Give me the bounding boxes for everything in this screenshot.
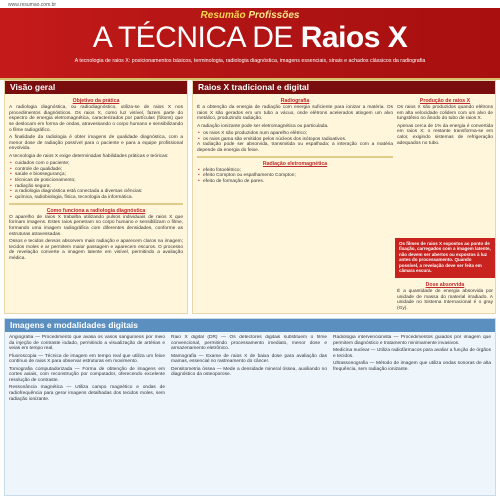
brand-part1: Resumão [200, 10, 246, 21]
paragraph: Radiologia intervencionista — Procedimentos guiados por imagem que permitem diagnóstico e tratamento minimamente invasivos. [333, 335, 491, 346]
paragraph: Angiografia — Procedimento que avalia os vasos sanguíneos por meio da injeção de contraste iodado, permitindo a visualização de artérias e veias em tempo real. [9, 335, 165, 352]
paragraph: O aparelho de raios X trabalha utilizando pulsos individuais de raios X que formam imagens. Estes raios penetram no corpo humano e sensibilizam o filme, formando uma imagem radiográfica com diferentes densidades, conforme as estruturas atravessadas. [9, 214, 183, 237]
subheading-radiography: Radiografia [280, 98, 310, 104]
list-item: • efeito fotoelétrico; [197, 168, 393, 174]
paragraph: A radiação pode ser absorvida, transmitida ou espalhada; a interação com a matéria depende da energia do feixe. [197, 142, 393, 153]
right-col-1 [197, 97, 393, 313]
paragraph: Densitometria óssea — Mede a densidade mineral óssea, auxiliando no diagnóstico da osteoporose. [171, 366, 327, 378]
paragraph: Raio X digital (DR) — Os detectores digitais substituem o filme convencional, permitindo processamento imediato, menor dose e armazenamento eletrônico. [171, 335, 327, 352]
bottom-col-2 [171, 335, 327, 495]
list-item: • efeito de formação de pares. [197, 179, 393, 185]
list-item: • efeito Compton ou espalhamento Compton; [197, 173, 393, 179]
list-item: • os raios gama são emitidos pelos núcleos dos isótopos radioativos. [197, 137, 393, 143]
panel-imaging-modalities [4, 318, 496, 496]
overview-content [9, 97, 183, 313]
brand-logo [0, 10, 500, 21]
paragraph: É a obtenção da energia de radiação com energia suficiente para ionizar a matéria. Os raios X são gerados em um tubo a vácuo, onde elétrons acelerados atingem um alvo metálico, produzindo radiação. [197, 105, 393, 122]
right-col-2 [397, 97, 493, 235]
panel-traditional-digital [192, 80, 496, 314]
paragraph: Apenas cerca de 1% da energia é convertida em raios X; o restante transforma-se em calor, exigindo sistemas de refrigeração adequados no tubo. [397, 123, 493, 146]
site-url: www.resumao.com.br [8, 2, 57, 8]
panel-overview [4, 80, 188, 314]
bottom-col-3 [333, 335, 491, 495]
header-banner [0, 8, 500, 78]
list-item: • química, radiobiologia, física, tecnologia da informática. [9, 195, 183, 201]
paragraph: A radiologia diagnóstica, ou radiodiagnóstico, utiliza-se de raios X nos procedimentos diagnósticos. Os raios X, como luz visível, fazem parte do espectro de energia eletromagnética, caracterizados por partículas (fótons) que se deslocam em forma de ondas, atravessando o corpo humano e sensibilizando o filme radiográfico. [9, 105, 183, 133]
brand-part2: Profissões [248, 10, 300, 21]
subheading-absorbed-dose: Dose absorvida [425, 282, 465, 288]
divider [197, 156, 393, 158]
paragraph: A tecnologia de raios X exige determinadas habilidades práticas e teóricas: [9, 153, 169, 159]
section-title-imaging: Imagens e modalidades digitais [5, 319, 495, 332]
paragraph: Mamografia — Exame de raios X de baixa dose para avaliação das mamas, essencial no rastreamento do câncer. [171, 353, 327, 365]
subheading-electromagnetic: Radiação eletromagnética [262, 160, 328, 167]
title-prefix: A TÉCNICA DE [92, 21, 293, 54]
subheading-how-it-works: Como funciona a radiologia diagnóstica [46, 207, 146, 214]
section-title-traditional-digital: Raios X tradicional e digital [193, 81, 495, 94]
paragraph: Ultrassonografia — Método de imagem que utiliza ondas sonoras de alta frequência, sem radiação ionizante. [333, 360, 491, 372]
page-subtitle: A tecnologia de raios X: posicionamentos básicos, terminologia, radiologia diagnóstica, imagens essenciais, sinais e achados clássicos da radiografia [74, 58, 426, 64]
list-item: • os raios X são produzidos num aparelho elétrico; [197, 131, 393, 137]
warning-box: Os filmes de raios X expostos ao ponto de fixação, carregados com a imagem latente, não devem ser abertos ou expostos à luz antes do processamento. Quando possível, a revelação deve ser feita em câmara escura. [395, 238, 495, 278]
list-item: • cuidados com o paciente; [9, 161, 183, 167]
paragraph: É a quantidade de energia absorvida por unidade de massa do material irradiado. A unidade no Sistema Internacional é o gray (Gy). [397, 289, 493, 312]
bottom-col-1 [9, 335, 165, 495]
paragraph: Ossos e tecidos densos absorvem mais radiação e aparecem claros na imagem; tecidos moles e ar permitem maior passagem e aparecem escuros. O processo de revelação converte a imagem latente em visível, permitindo a avaliação médica. [9, 239, 183, 262]
paragraph: Tomografia computadorizada — Forma de obtenção de imagens em cortes axiais, com reconstrução por computador, oferecendo excelente resolução de contraste. [9, 366, 165, 383]
right-col-2-bottom [397, 281, 493, 313]
paragraph: Ressonância magnética — Utiliza campo magnético e ondas de radiofrequência para gerar imagens detalhadas dos tecidos moles, sem radiação ionizante. [9, 385, 165, 402]
subheading-xray-production: Produção de raios X [419, 98, 471, 104]
paragraph: A radiação ionizante pode ser eletromagnética ou particulada. [197, 123, 329, 129]
list-item: • radiação segura; [9, 184, 183, 190]
list-item: • controle de qualidade; [9, 167, 183, 173]
paragraph: Medicina nuclear — Utiliza radiofármacos para avaliar a função de órgãos e tecidos. [333, 347, 491, 359]
paragraph: A finalidade da radiologia é obter imagens de qualidade diagnóstica, com a menor dose de radiação possível para o paciente e para a equipe profissional envolvida. [9, 135, 183, 152]
list-item: • a radiologia diagnóstica está conectada a diversas ciências: [9, 189, 183, 195]
page-title [0, 21, 500, 55]
section-title-overview: Visão geral [5, 81, 187, 94]
paragraph: Os raios X são produzidos quando elétrons em alta velocidade colidem com um alvo de tungstênio no ânodo do tubo de raios X. [397, 105, 493, 122]
paragraph: Fluoroscopia — Técnica de imagem em tempo real que utiliza um feixe contínuo de raios X para observar estruturas em movimento. [9, 353, 165, 365]
list-item: • técnicas de posicionamento; [9, 178, 183, 184]
divider [9, 203, 183, 205]
list-item: • saúde e biossegurança; [9, 172, 183, 178]
subheading-objective: Objetivo da prática [72, 98, 120, 104]
title-main: Raios X [300, 21, 408, 54]
